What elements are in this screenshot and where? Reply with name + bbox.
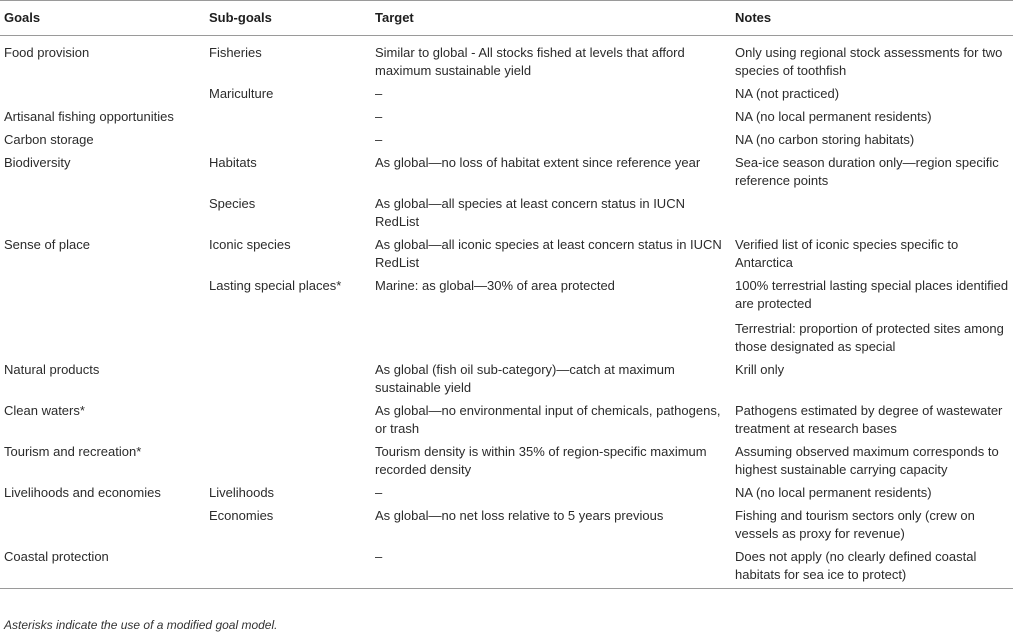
cell-goal: Livelihoods and economies bbox=[4, 485, 161, 500]
table-row bbox=[0, 83, 1013, 106]
table-row bbox=[0, 400, 1013, 441]
cell-notes: NA (no carbon storing habitats) bbox=[735, 132, 915, 147]
cell-target: As global—all iconic species at least concern status in IUCN RedList bbox=[375, 237, 722, 270]
table-body bbox=[0, 36, 1013, 589]
table-row bbox=[0, 316, 1013, 359]
cell-notes: NA (no local permanent residents) bbox=[735, 109, 932, 124]
cell-sub-goal: Economies bbox=[209, 508, 274, 523]
header-sub-goals: Sub-goals bbox=[205, 1, 371, 36]
cell-goal: Biodiversity bbox=[4, 155, 71, 170]
cell-target: – bbox=[375, 86, 383, 101]
cell-sub-goal bbox=[205, 129, 371, 152]
cell-sub-goal bbox=[205, 359, 371, 400]
cell-notes: Does not apply (no clearly defined coastal habitats for sea ice to protect) bbox=[731, 546, 1013, 589]
cell-goal: Food provision bbox=[4, 45, 90, 60]
cell-notes: NA (not practiced) bbox=[735, 86, 840, 101]
cell-sub-goal bbox=[205, 441, 371, 482]
cell-notes: Terrestrial: proportion of protected sites among those designated as special bbox=[735, 321, 1004, 354]
cell-goal: Sense of place bbox=[4, 237, 91, 252]
cell-sub-goal: Fisheries bbox=[209, 45, 262, 60]
table-row bbox=[0, 441, 1013, 482]
cell-target: – bbox=[375, 485, 383, 500]
cell-notes: Verified list of iconic species specific to Antarctica bbox=[735, 237, 959, 270]
cell-notes: NA (no local permanent residents) bbox=[735, 485, 932, 500]
cell-sub-goal: Iconic species bbox=[209, 237, 291, 252]
cell-target: As global—no environmental input of chemicals, pathogens, or trash bbox=[375, 403, 721, 436]
table-row bbox=[0, 505, 1013, 546]
cell-target: As global (fish oil sub-category)—catch at maximum sustainable yield bbox=[375, 362, 675, 395]
table-header bbox=[0, 1, 1013, 36]
table-row bbox=[0, 129, 1013, 152]
cell-goal bbox=[0, 505, 205, 546]
cell-notes: Pathogens estimated by degree of wastewater treatment at research bases bbox=[735, 403, 1003, 436]
table-row bbox=[0, 106, 1013, 129]
table-row bbox=[0, 152, 1013, 193]
table-row bbox=[0, 36, 1013, 84]
table-row bbox=[0, 275, 1013, 316]
header-target: Target bbox=[371, 1, 731, 36]
header-notes: Notes bbox=[731, 1, 1013, 36]
cell-goal: Clean waters* bbox=[4, 403, 85, 418]
cell-sub-goal: Habitats bbox=[209, 155, 257, 170]
header-row bbox=[0, 1, 1013, 36]
cell-sub-goal bbox=[205, 546, 371, 589]
cell-sub-goal: Lasting special places* bbox=[209, 278, 342, 293]
table-row bbox=[0, 193, 1013, 234]
cell-target: As global—no net loss relative to 5 years previous bbox=[375, 508, 664, 523]
cell-target: – bbox=[375, 109, 383, 124]
cell-notes bbox=[731, 193, 1013, 234]
cell-goal: Carbon storage bbox=[4, 132, 94, 147]
cell-sub-goal: Mariculture bbox=[209, 86, 274, 101]
header-goals: Goals bbox=[0, 1, 205, 36]
cell-sub-goal bbox=[205, 400, 371, 441]
cell-notes: Assuming observed maximum corresponds to highest sustainable carrying capacity bbox=[735, 444, 999, 477]
cell-notes: Krill only bbox=[735, 362, 785, 377]
cell-target: Marine: as global—30% of area protected bbox=[375, 278, 615, 293]
table-row bbox=[0, 234, 1013, 275]
cell-goal bbox=[0, 316, 205, 359]
cell-target: Similar to global - All stocks fished at levels that afford maximum sustainable yield bbox=[375, 45, 685, 78]
cell-goal: Tourism and recreation* bbox=[4, 444, 142, 459]
cell-notes: Only using regional stock assessments for two species of toothfish bbox=[735, 45, 1003, 78]
cell-target: – bbox=[375, 132, 383, 147]
cell-sub-goal: Species bbox=[209, 196, 256, 211]
cell-target: – bbox=[371, 546, 731, 589]
cell-goal: Coastal protection bbox=[0, 546, 205, 589]
cell-notes: Fishing and tourism sectors only (crew on vessels as proxy for revenue) bbox=[735, 508, 975, 541]
cell-target: Tourism density is within 35% of region-specific maximum recorded density bbox=[375, 444, 707, 477]
table-row bbox=[0, 359, 1013, 400]
cell-sub-goal bbox=[205, 316, 371, 359]
table-row bbox=[0, 546, 1013, 589]
cell-goal: Natural products bbox=[4, 362, 100, 377]
cell-goal bbox=[0, 275, 205, 316]
table-footnote: Asterisks indicate the use of a modified goal model. bbox=[4, 618, 278, 632]
cell-sub-goal bbox=[205, 106, 371, 129]
table-row bbox=[0, 482, 1013, 505]
cell-notes: Sea-ice season duration only—region specific reference points bbox=[735, 155, 999, 188]
cell-target bbox=[371, 316, 731, 359]
cell-target: As global—all species at least concern status in IUCN RedList bbox=[375, 196, 685, 229]
cell-target: As global—no loss of habitat extent since reference year bbox=[375, 155, 701, 170]
cell-goal: Artisanal fishing opportunities bbox=[4, 109, 174, 124]
cell-sub-goal: Livelihoods bbox=[209, 485, 275, 500]
cell-goal bbox=[0, 193, 205, 234]
cell-goal bbox=[0, 83, 205, 106]
cell-notes: 100% terrestrial lasting special places identified are protected bbox=[735, 278, 1009, 311]
